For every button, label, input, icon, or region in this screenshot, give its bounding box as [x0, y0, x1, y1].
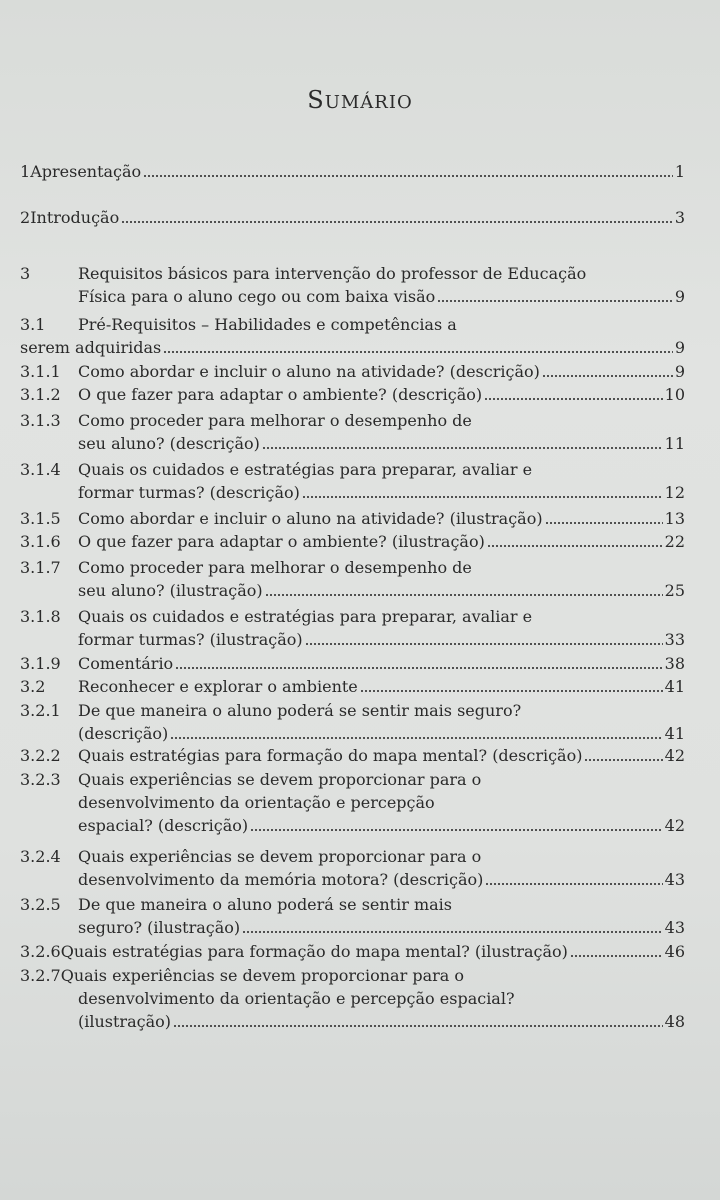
toc-entry-line	[20, 579, 685, 602]
toc-entry-title: O que fazer para adaptar o ambiente? (ilustração)	[78, 532, 485, 551]
toc-entry[interactable]	[20, 940, 685, 963]
toc-entry-number: 3.1.9	[20, 654, 61, 673]
toc-page-number: 3	[674, 208, 685, 227]
toc-page-number: 41	[664, 724, 685, 743]
dot-leader	[262, 446, 663, 450]
toc-page-number: 9	[674, 287, 685, 306]
toc-entry-line	[20, 313, 685, 336]
toc-entry-title: Comentário	[78, 654, 174, 673]
toc-entry[interactable]	[20, 507, 685, 530]
dot-leader	[360, 689, 663, 693]
toc-entry-line	[20, 432, 685, 455]
toc-entry-title: Introdução	[30, 208, 120, 227]
dot-leader	[542, 374, 673, 378]
toc-entry-line	[20, 940, 685, 963]
toc-entry-line	[20, 893, 685, 916]
toc-page-number: 43	[664, 918, 685, 937]
dot-leader	[173, 1024, 663, 1028]
toc-entry-line	[20, 699, 685, 722]
toc-entry-title: (descrição)	[78, 724, 169, 743]
toc-entry-title: O que fazer para adaptar o ambiente? (descrição)	[78, 385, 483, 404]
toc-entry-line	[20, 481, 685, 504]
toc-entry-number: 3.2.3	[20, 770, 61, 789]
toc-entry-number: 3.1	[20, 315, 46, 334]
toc-entry-line	[20, 262, 685, 285]
toc-page-number: 9	[674, 338, 685, 357]
toc-page-number: 10	[664, 385, 685, 404]
toc-entry-line	[20, 868, 685, 891]
toc-entry-number: 3.2	[20, 677, 46, 696]
toc-entry-title: seguro? (ilustração)	[78, 918, 241, 937]
toc-entry-title: Como proceder para melhorar o desempenho de	[78, 411, 472, 430]
toc-entry-title: (ilustração)	[78, 1012, 171, 1031]
toc-entry-line	[20, 791, 685, 814]
toc-entry[interactable]	[20, 530, 685, 553]
toc-entry-title: desenvolvimento da memória motora? (descrição)	[78, 870, 484, 889]
dot-leader	[121, 220, 673, 224]
toc-entry-number: 3.2.1	[20, 701, 61, 720]
toc-entry-title: Quais experiências se devem proporcionar para o	[78, 770, 482, 789]
toc-entry-title: Quais estratégias para formação do mapa mental? (descrição)	[78, 746, 583, 765]
toc-entry-number: 3.2.4	[20, 847, 61, 866]
toc-entry-number: 3.2.5	[20, 895, 61, 914]
toc-entry[interactable]	[20, 744, 685, 767]
dot-leader	[302, 495, 663, 499]
toc-entry[interactable]	[20, 360, 685, 383]
page-title	[0, 86, 720, 114]
toc-entry[interactable]	[20, 964, 685, 1033]
toc-entry-line	[20, 916, 685, 939]
toc-entry[interactable]	[20, 699, 685, 745]
dot-leader	[242, 930, 662, 934]
toc-entry-number: 3.1.3	[20, 411, 61, 430]
toc-entry-line	[20, 722, 685, 745]
toc-page-number: 41	[664, 677, 685, 696]
toc-entry-number: 3.1.4	[20, 460, 61, 479]
toc-entry-title: desenvolvimento da orientação e percepção	[78, 793, 435, 812]
toc-entry[interactable]	[20, 652, 685, 675]
toc-page-number: 42	[664, 816, 685, 835]
toc-entry-line	[20, 1010, 685, 1033]
toc-page-number: 48	[664, 1012, 685, 1031]
toc-page-number: 25	[664, 581, 685, 600]
toc-entry-title: formar turmas? (ilustração)	[78, 630, 303, 649]
dot-leader	[163, 350, 673, 354]
toc-entry-title: desenvolvimento da orientação e percepção espacial?	[78, 989, 515, 1008]
toc-entry[interactable]	[20, 768, 685, 837]
toc-entry-line	[20, 768, 685, 791]
dot-leader	[175, 666, 662, 670]
toc-page-number: 13	[664, 509, 685, 528]
toc-entry-title: Apresentação	[30, 162, 142, 181]
toc-entry-title: Física para o aluno cego ou com baixa visão	[78, 287, 436, 306]
toc-entry[interactable]	[20, 409, 685, 455]
dot-leader	[250, 828, 663, 832]
toc-page-number: 43	[664, 870, 685, 889]
toc-entry-line	[20, 285, 685, 308]
toc-entry-title: Quais os cuidados e estratégias para preparar, avaliar e	[78, 607, 533, 626]
toc-page-number: 12	[664, 483, 685, 502]
toc-entry-title: Quais experiências se devem proporcionar para o	[60, 966, 465, 985]
page-title-text: SUMÁRIO	[307, 86, 413, 114]
toc-entry[interactable]	[20, 893, 685, 939]
toc-entry-line	[20, 336, 685, 359]
toc-entry-number: 3.1.5	[20, 509, 61, 528]
toc-page-number: 9	[674, 362, 685, 381]
toc-entry-title: serem adquiridas	[20, 338, 162, 357]
toc-entry[interactable]	[20, 383, 685, 406]
toc-entry-line	[20, 814, 685, 837]
toc-entry-number: 2	[20, 208, 31, 227]
toc-entry-number: 3.2.6	[20, 942, 61, 961]
toc-page-number: 33	[664, 630, 685, 649]
toc-entry-line	[20, 458, 685, 481]
toc-entry[interactable]	[20, 675, 685, 698]
toc-entry-number: 3.1.7	[20, 558, 61, 577]
dot-leader	[485, 882, 662, 886]
toc-entry-number: 3.2.2	[20, 746, 61, 765]
toc-entry-line	[20, 605, 685, 628]
toc-page-number: 46	[664, 942, 685, 961]
toc-entry-title: Quais os cuidados e estratégias para preparar, avaliar e	[78, 460, 533, 479]
toc-entry[interactable]	[20, 160, 685, 183]
toc-entry-number: 3.2.7	[20, 966, 61, 985]
toc-entry-number: 3.1.1	[20, 362, 61, 381]
dot-leader	[487, 544, 663, 548]
toc-entry-title: Pré-Requisitos – Habilidades e competências a	[78, 315, 457, 334]
toc-page-number: 11	[664, 434, 685, 453]
toc-entry-line	[20, 744, 685, 767]
toc-entry-title: Reconhecer e explorar o ambiente	[78, 677, 358, 696]
dot-leader	[265, 593, 663, 597]
toc-entry-line	[20, 360, 685, 383]
toc-entry[interactable]	[20, 206, 685, 229]
toc-entry-line	[20, 964, 685, 987]
toc-entry-title: seu aluno? (descrição)	[78, 434, 260, 453]
toc-entry-line	[20, 160, 685, 183]
toc-entry-line	[20, 409, 685, 432]
toc-entry-number: 3	[20, 264, 31, 283]
toc-entry[interactable]	[20, 556, 685, 602]
toc-entry-title: espacial? (descrição)	[78, 816, 249, 835]
toc-entry[interactable]	[20, 262, 685, 308]
toc-entry-title: Requisitos básicos para intervenção do professor de Educação	[78, 264, 587, 283]
toc-page-number: 38	[664, 654, 685, 673]
toc-page-number: 42	[664, 746, 685, 765]
dot-leader	[484, 397, 663, 401]
toc-page-number: 1	[674, 162, 685, 181]
toc-entry-line	[20, 628, 685, 651]
toc-entry-line	[20, 845, 685, 868]
dot-leader	[570, 954, 663, 958]
toc-entry-number: 3.1.2	[20, 385, 61, 404]
toc-entry-number: 1	[20, 162, 31, 181]
toc-entry[interactable]	[20, 458, 685, 504]
toc-entry-line	[20, 556, 685, 579]
toc-entry-title: formar turmas? (descrição)	[78, 483, 300, 502]
toc-page-number: 22	[664, 532, 685, 551]
toc-entry-title: Como abordar e incluir o aluno na atividade? (descrição)	[78, 362, 540, 381]
toc-entry-title: seu aluno? (ilustração)	[78, 581, 263, 600]
toc-entry-number: 3.1.8	[20, 607, 61, 626]
toc-entry-line	[20, 987, 685, 1010]
toc-entry-title: Como proceder para melhorar o desempenho de	[78, 558, 472, 577]
dot-leader	[143, 174, 673, 178]
toc-entry-line	[20, 206, 685, 229]
toc-entry[interactable]	[20, 313, 685, 359]
toc-entry-title: Como abordar e incluir o aluno na atividade? (ilustração)	[78, 509, 543, 528]
dot-leader	[305, 642, 663, 646]
toc-entry-line	[20, 675, 685, 698]
toc-entry-title: De que maneira o aluno poderá se sentir mais	[78, 895, 452, 914]
dot-leader	[545, 521, 663, 525]
toc-entry-line	[20, 652, 685, 675]
toc-entry-line	[20, 383, 685, 406]
toc-entry-title: Quais experiências se devem proporcionar para o	[78, 847, 482, 866]
dot-leader	[584, 758, 662, 762]
toc-entry[interactable]	[20, 605, 685, 651]
toc-entry[interactable]	[20, 845, 685, 891]
toc-entry-title: De que maneira o aluno poderá se sentir mais seguro?	[78, 701, 522, 720]
toc-entry-title: Quais estratégias para formação do mapa mental? (ilustração)	[60, 942, 568, 961]
toc-entry-line	[20, 530, 685, 553]
dot-leader	[170, 736, 662, 740]
toc-entry-line	[20, 507, 685, 530]
dot-leader	[437, 299, 673, 303]
toc-entry-number: 3.1.6	[20, 532, 61, 551]
